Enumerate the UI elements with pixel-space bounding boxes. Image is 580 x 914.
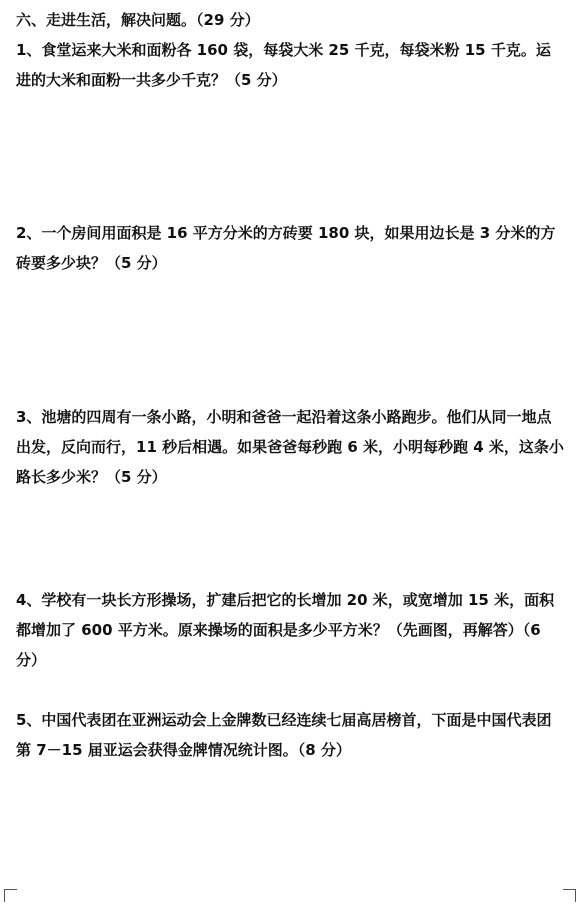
section-title: 六、走进生活，解决问题。（29 分） [16,11,260,29]
question-4: 4、学校有一块长方形操场，扩建后把它的长增加 20 米，或宽增加 15 米，面积都增加了 600 平方米。原来操场的面积是多少平方米？（先画图，再解答）（6 分） [16,591,555,669]
page-corner-mark-left [4,889,17,902]
question-1: 1、食堂运来大米和面粉各 160 袋，每袋大米 25 千克，每袋米粉 15 千克。运进的大米和面粉一共多少千克？（5 分） [16,41,551,89]
question-2: 2、一个房间用面积是 16 平方分米的方砖要 180 块，如果用边长是 3 分米的方砖要多少块？（5 分） [16,224,556,272]
question-3: 3、池塘的四周有一条小路，小明和爸爸一起沿着这条小路跑步。他们从同一地点出发，反向而行，11 秒后相遇。如果爸爸每秒跑 6 米，小明每秒跑 4 米，这条小路长多少米？（5 分） [16,408,564,486]
question-5: 5、中国代表团在亚洲运动会上金牌数已经连续七届高居榜首，下面是中国代表团第 7－15 届亚运会获得金牌情况统计图。（8 分） [16,711,552,759]
page-corner-mark-right [563,889,576,902]
